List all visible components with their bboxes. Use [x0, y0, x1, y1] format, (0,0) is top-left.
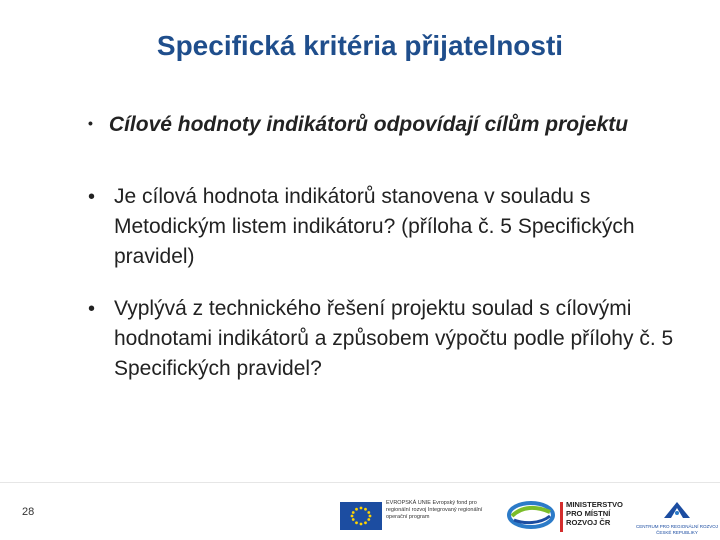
ministry-text: MINISTERSTVO PRO MÍSTNÍ ROZVOJ ČR — [566, 500, 623, 527]
list-item — [88, 182, 688, 272]
section-heading — [88, 108, 668, 140]
ministry-bar — [560, 502, 563, 532]
page-number: 28 — [22, 506, 35, 518]
irop-logo-icon — [506, 500, 556, 530]
crr-logo — [636, 498, 718, 538]
footer-divider — [0, 482, 720, 483]
heading-text: Cílové hodnoty indikátorů odpovídají cílům projektu — [108, 113, 629, 136]
ministry-logo — [560, 500, 630, 536]
list-item — [88, 294, 688, 384]
crr-logo-icon — [636, 498, 718, 524]
bullet-text: Je cílová hodnota indikátorů stanovena v souladu s Metodickým listem indikátoru? (příloha č. 5 Specifických pravidel) — [114, 185, 635, 268]
crr-text: CENTRUM PRO REGIONÁLNÍ ROZVOJ ČESKÉ REPUBLIKY — [636, 524, 719, 535]
bullet-dot: • — [88, 298, 96, 320]
eu-stars-icon — [340, 502, 382, 530]
eu-logo — [340, 498, 496, 536]
heading-bullet: • — [88, 115, 93, 131]
bullet-dot: • — [88, 186, 96, 208]
bullet-list — [88, 182, 688, 406]
slide-title: Specifická kritéria přijatelnosti — [156, 30, 564, 61]
eu-flag-icon — [340, 502, 382, 530]
eu-text: EVROPSKÁ UNIE Evropský fond pro regionální rozvoj Integrovaný regionální operační program — [386, 500, 483, 520]
bullet-text: Vyplývá z technického řešení projektu soulad s cílovými hodnotami indikátorů a způsobem výpočtu podle přílohy č. 5 Specifických pravidel? — [114, 297, 674, 380]
